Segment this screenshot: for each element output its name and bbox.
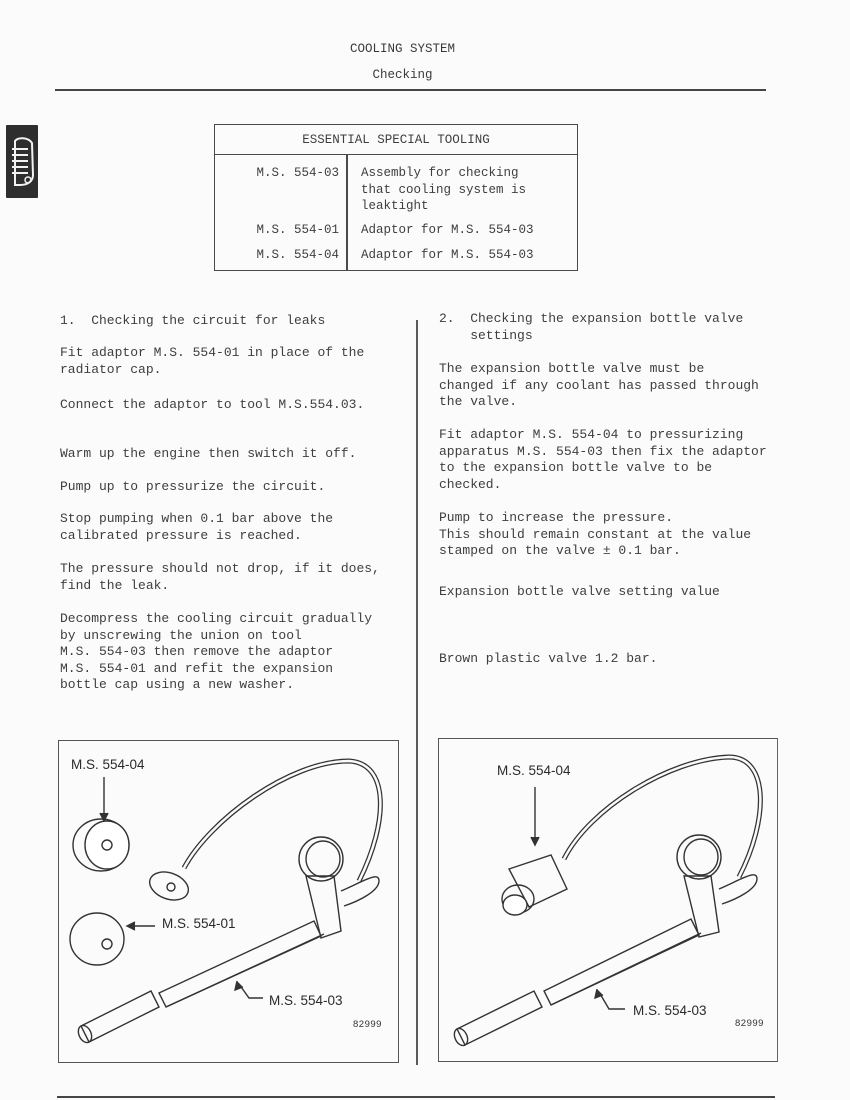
callout-label: M.S. 554-01 [162,916,236,931]
page-subtitle: Checking [372,68,433,82]
car-front-icon [6,125,38,198]
section2-paragraph: Pump to increase the pressure. This should remain constant at the value stamped on the valve ± 0.1 bar. [439,510,752,558]
figure-ref-number: 82999 [735,1018,764,1029]
callout-label: M.S. 554-04 [71,757,145,772]
section2-heading: 2. Checking the expansion bottle valve settings [439,311,744,343]
section1-paragraph: Stop pumping when 0.1 bar above the calibrated pressure is reached. [60,511,334,543]
pressure-tester-with-adaptor-illustration [439,739,779,1063]
section1-paragraph: The pressure should not drop, if it does, find the leak. [60,561,380,593]
callout-label: M.S. 554-03 [633,1003,707,1018]
section-tab [6,125,38,198]
section1-paragraph: Pump up to pressurize the circuit. [60,479,326,494]
section1-paragraph: Decompress the cooling circuit gradually by unscrewing the union on tool M.S. 554-03 then remove the adaptor M.S. 554-01 and refit the expansion bottle cap using a new washer. [60,611,373,692]
section2-paragraph: The expansion bottle valve must be changed if any coolant has passed through the valve. [439,361,759,409]
table-divider [346,154,348,270]
section1-heading: 1. Checking the circuit for leaks [60,313,326,328]
tooling-table-title: ESSENTIAL SPECIAL TOOLING [215,125,577,155]
callout-label: M.S. 554-03 [269,993,343,1008]
page-title: COOLING SYSTEM [349,42,456,56]
tool-code: M.S. 554-01 [256,223,339,237]
tooling-table [214,124,578,271]
tool-code: M.S. 554-03 [256,166,339,180]
footer-rule [57,1096,775,1098]
tool-code: M.S. 554-04 [256,248,339,262]
section1-paragraph: Warm up the engine then switch it off. [60,446,357,461]
figure-ref-number: 82999 [353,1019,382,1030]
column-divider [416,320,418,1065]
figure-left [58,740,399,1063]
section1-paragraph: Fit adaptor M.S. 554-01 in place of the radiator cap. [60,345,365,377]
tool-description: Assembly for checking that cooling system is leaktight [361,166,527,213]
pressure-tester-illustration [59,741,400,1064]
tool-description: Adaptor for M.S. 554-03 [361,248,534,262]
tool-description: Adaptor for M.S. 554-03 [361,223,534,237]
callout-label: M.S. 554-04 [497,763,571,778]
section1-paragraph: Connect the adaptor to tool M.S.554.03. [60,397,365,412]
header-rule [55,89,766,91]
section2-paragraph: Expansion bottle valve setting value [439,584,720,599]
section2-paragraph: Brown plastic valve 1.2 bar. [439,651,658,666]
figure-right [438,738,778,1062]
section2-paragraph: Fit adaptor M.S. 554-04 to pressurizing apparatus M.S. 554-03 then fix the adaptor to the expansion bottle valve to be checked. [439,427,767,492]
